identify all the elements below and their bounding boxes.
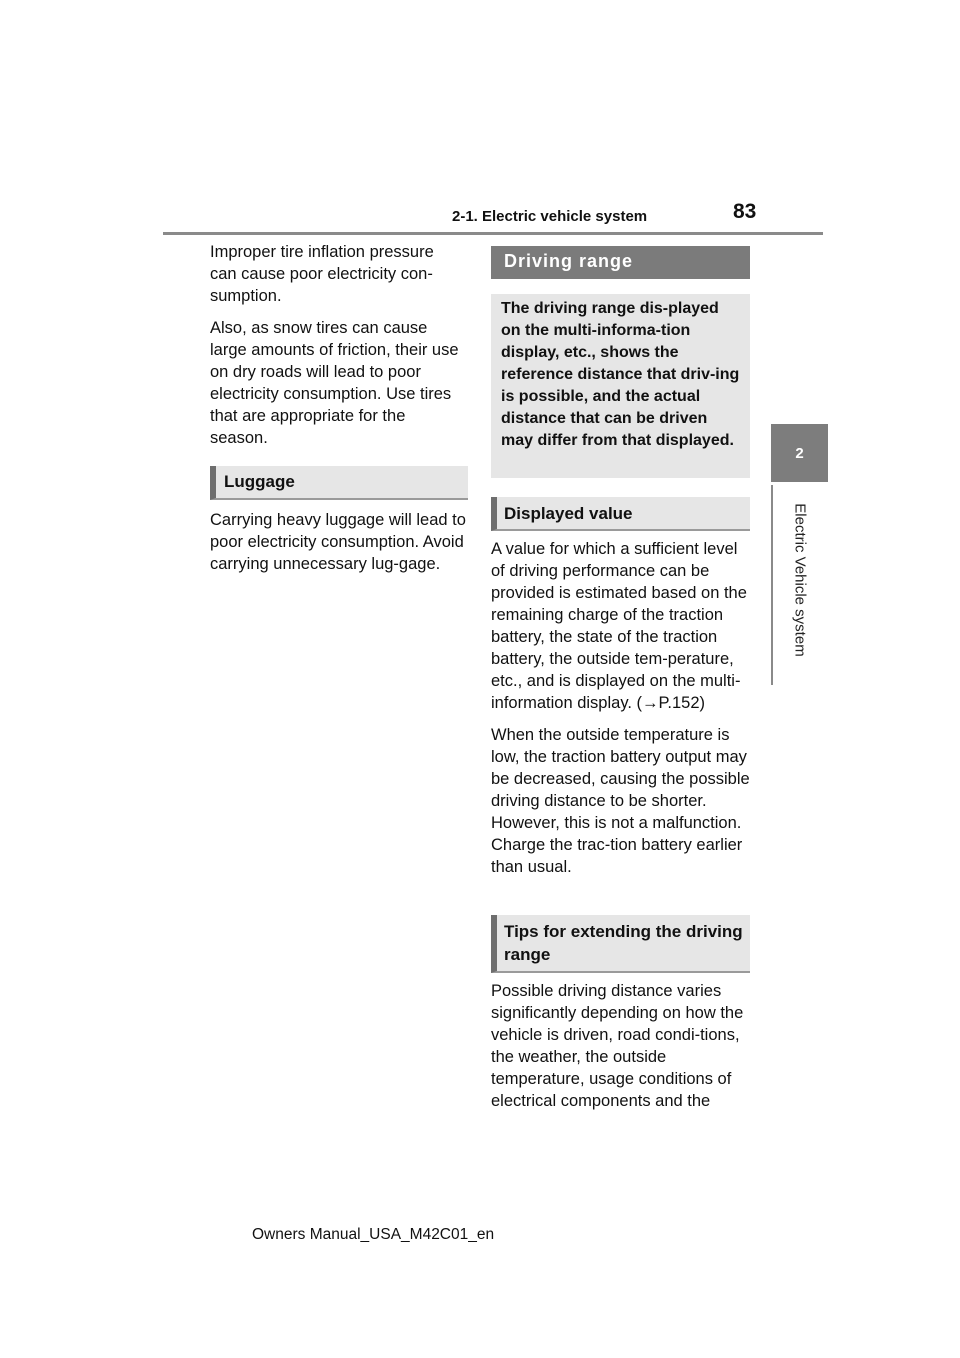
chapter-tab-label-wrap	[771, 485, 828, 675]
luggage-paragraph: Carrying heavy luggage will lead to poor electricity consumption. Avoid carrying unnecessary lug-gage.	[210, 511, 466, 573]
chapter-tab-number: 2	[771, 424, 828, 482]
luggage-heading: Luggage	[210, 466, 468, 500]
displayed-value-paragraph: A value for which a sufficient level of driving performance can be provided is estimated based on the remaining charge of the traction battery, the state of the traction battery, the outside tem-perature, etc., and is displayed on the multi-information display. (→P.152)	[491, 540, 747, 712]
snow-tires-paragraph: Also, as snow tires can cause large amounts of friction, their use on dry roads will lead to poor electricity consumption. Use tires that are appropriate for the season.	[210, 319, 459, 447]
displayed-value-heading: Displayed value	[491, 497, 750, 531]
footer-doc-id: Owners Manual_USA_M42C01_en	[252, 1226, 495, 1243]
header-rule	[163, 232, 823, 235]
luggage-block	[210, 509, 468, 575]
page-number: 83	[733, 200, 757, 223]
section-header: 2-1. Electric vehicle system	[452, 208, 648, 225]
displayed-value-block	[491, 538, 753, 878]
driving-range-info-box: The driving range dis-played on the multi-informa-tion display, etc., shows the reference distance that driv-ing is possible, and the actual distance that can be driven may differ from that displayed.	[491, 294, 750, 478]
driving-range-heading: Driving range	[491, 246, 750, 279]
low-temperature-paragraph: When the outside temperature is low, the traction battery output may be decreased, causing the possible driving distance to be shorter. However, this is not a malfunction. Charge the trac-tion battery earlier than usual.	[491, 726, 750, 876]
tips-block	[491, 980, 753, 1112]
tips-heading: Tips for extending the driving range	[491, 915, 750, 973]
tire-pressure-paragraph: Improper tire inflation pressure can cause poor electricity con-sumption.	[210, 243, 434, 305]
left-column	[210, 241, 470, 449]
tips-paragraph: Possible driving distance varies significantly depending on how the vehicle is driven, road condi-tions, the weather, the outside temperature, usage conditions of electrical components and the	[491, 982, 744, 1110]
chapter-tab-label: Electric Vehicle system	[791, 503, 808, 657]
